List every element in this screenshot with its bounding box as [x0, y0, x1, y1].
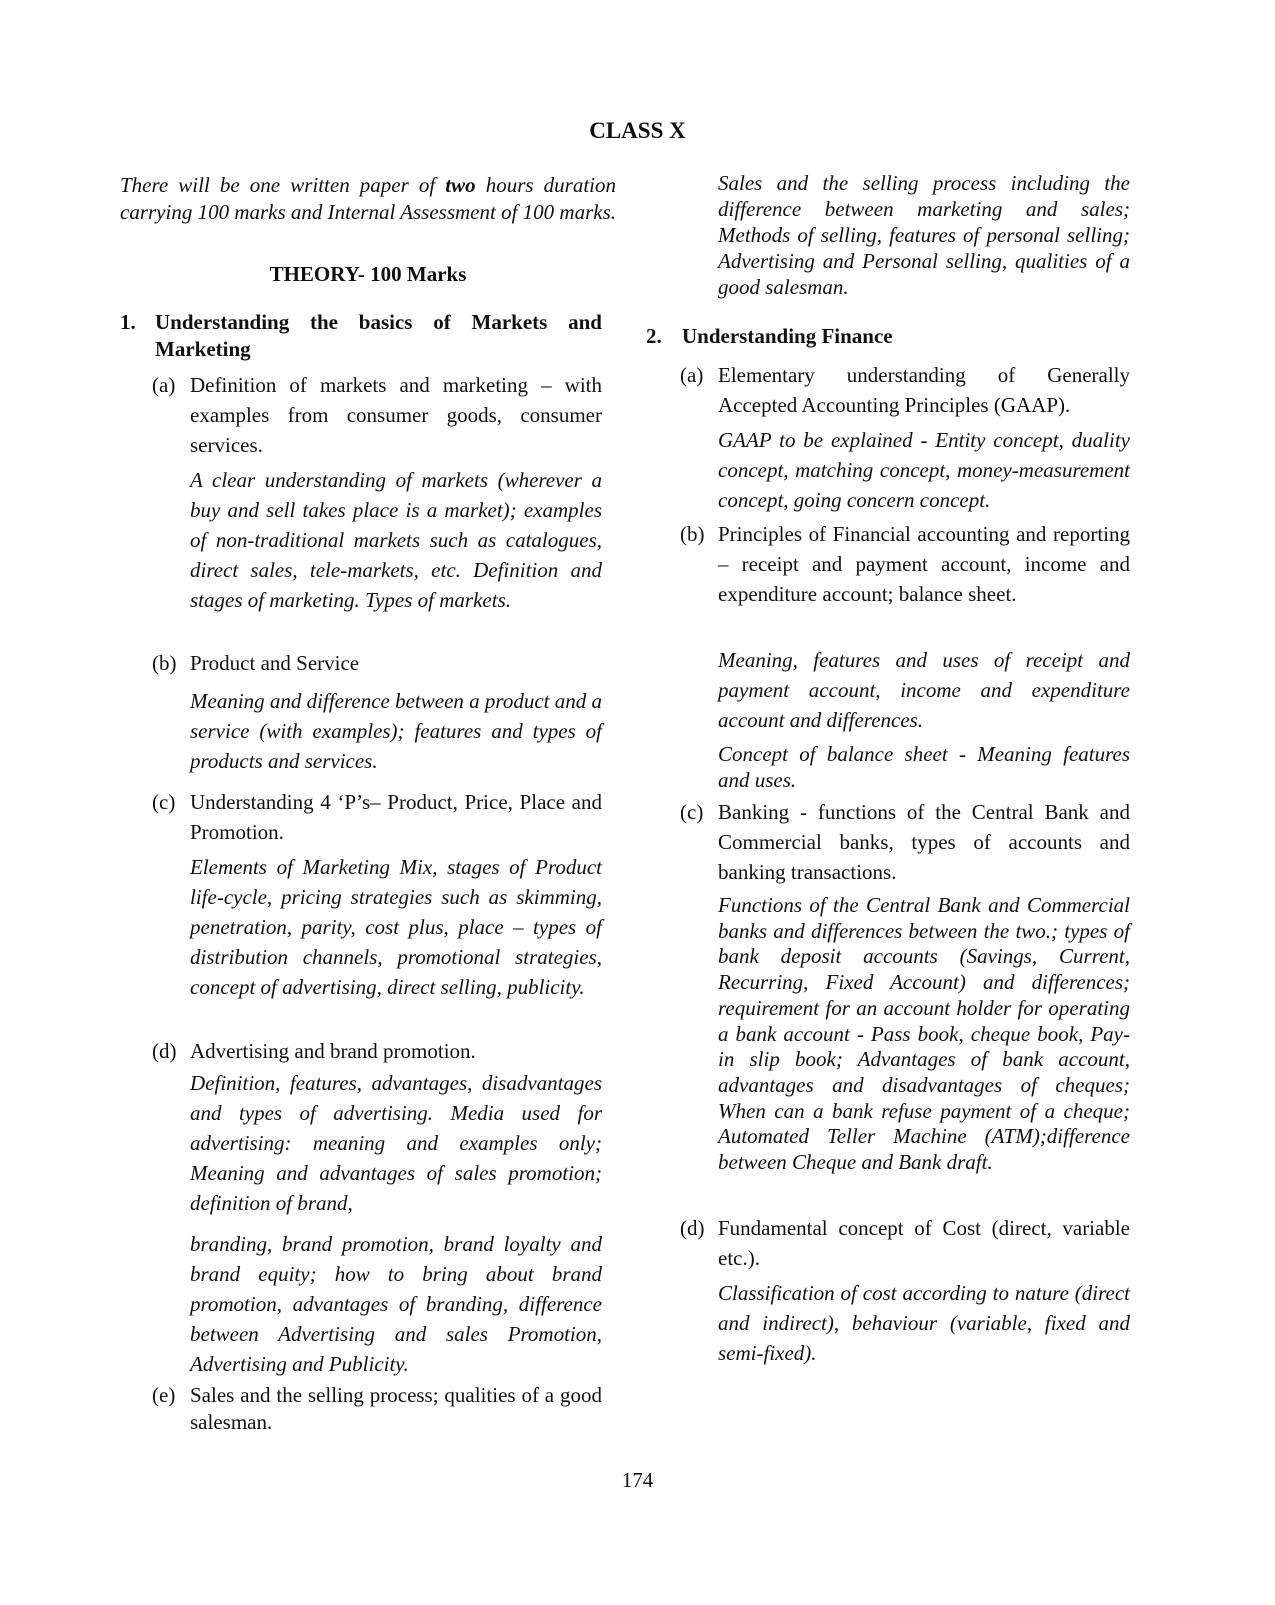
- section-2-heading: [646, 323, 1130, 350]
- page-title: CLASS X: [589, 118, 686, 143]
- section-1-item-e-description: Sales and the selling process including the difference between marketing and sales; Methods of selling, features of personal selling; Advertising and Personal selling, qualities of a good salesman.: [718, 171, 1130, 299]
- section-2-item-a-description: GAAP to be explained - Entity concept, duality concept, matching concept, money-measurement concept, going concern concept.: [718, 428, 1130, 512]
- item-label: (a): [680, 363, 704, 387]
- section-2-item-a: [680, 360, 1130, 420]
- item-label: (b): [680, 522, 705, 546]
- item-text: Product and Service: [190, 651, 360, 675]
- section-2-item-c-description: Functions of the Central Bank and Commercial banks and differences between the two.; types of bank deposit accounts (Savings, Current, Recurring, Fixed Account) and differences; requirement for an account holder for operating a bank account - Pass book, cheque book, Pay-in slip book; Advantages of bank account, advantages and disadvantages of cheques; When can a bank refuse payment of a cheque; Automated Teller Machine (ATM);difference between Cheque and Bank draft.: [718, 893, 1130, 1175]
- item-text: Advertising and brand promotion.: [190, 1039, 476, 1063]
- section-number: 1.: [120, 310, 136, 334]
- intro-text-after: hours duration carrying 100 marks and Internal Assessment of 100 marks.: [120, 173, 617, 224]
- section-2-item-b: [680, 519, 1130, 609]
- section-2-item-c: [680, 797, 1130, 887]
- section-1-item-c-description: Elements of Marketing Mix, stages of Product life-cycle, pricing strategies such as skimming, penetration, parity, cost plus, place – types of distribution channels, promotional strategies, concept of advertising, direct selling, publicity.: [190, 855, 602, 999]
- theory-heading: THEORY- 100 Marks: [269, 262, 467, 286]
- item-text: Fundamental concept of Cost (direct, variable etc.).: [718, 1216, 1130, 1270]
- section-number: 2.: [646, 324, 662, 348]
- section-1-item-d-description: Definition, features, advantages, disadvantages and types of advertising. Media used for advertising: meaning and examples only; Meaning and advantages of sales promotion; definition of brand,: [190, 1071, 602, 1215]
- item-text: Banking - functions of the Central Bank and Commercial banks, types of accounts and banking transactions.: [718, 800, 1130, 884]
- section-1-item-d-description-cont: branding, brand promotion, brand loyalty and brand equity; how to bring about brand promotion, advantages of branding, difference between Advertising and sales Promotion, Advertising and Publicity.: [190, 1232, 602, 1376]
- intro-text-bold: two: [445, 173, 476, 197]
- item-label: (e): [152, 1383, 176, 1407]
- page-number: 174: [621, 1468, 654, 1492]
- item-text: Elementary understanding of Generally Accepted Accounting Principles (GAAP).: [718, 363, 1130, 417]
- section-title: Understanding Finance: [682, 324, 893, 348]
- section-1-item-a: [152, 370, 602, 460]
- section-1-item-c: [152, 787, 602, 847]
- item-text: Sales and the selling process; qualities of a good salesman.: [190, 1383, 602, 1434]
- section-1-item-b-description: Meaning and difference between a product and a service (with examples); features and types of products and services.: [190, 689, 602, 773]
- item-label: (b): [152, 651, 177, 675]
- section-2-item-b-description: Meaning, features and uses of receipt and payment account, income and expenditure account and differences.: [718, 648, 1130, 732]
- item-label: (d): [152, 1039, 177, 1063]
- section-2-item-b-description-2: Concept of balance sheet - Meaning features and uses.: [718, 742, 1130, 792]
- item-text: Understanding 4 ‘P’s– Product, Price, Place and Promotion.: [190, 790, 602, 844]
- intro-paragraph: [120, 172, 616, 226]
- item-text: Principles of Financial accounting and reporting – receipt and payment account, income and expenditure account; balance sheet.: [718, 522, 1130, 606]
- section-2-item-d: [680, 1213, 1130, 1273]
- item-text: Definition of markets and marketing – with examples from consumer goods, consumer services.: [190, 373, 602, 457]
- section-1-item-e: [152, 1382, 602, 1436]
- section-1-item-a-description: A clear understanding of markets (wherever a buy and sell takes place is a market); examples of non-traditional markets such as catalogues, direct sales, tele-markets, etc. Definition and stages of marketing. Types of markets.: [190, 468, 602, 612]
- section-1-item-d: [152, 1036, 602, 1066]
- intro-text-before: There will be one written paper of: [120, 173, 446, 197]
- item-label: (d): [680, 1216, 705, 1240]
- section-title: Understanding the basics of Markets and Marketing: [155, 310, 602, 361]
- item-label: (a): [152, 373, 176, 397]
- section-1-item-b: [152, 648, 602, 678]
- item-label: (c): [680, 800, 704, 824]
- section-2-item-d-description: Classification of cost according to nature (direct and indirect), behaviour (variable, fixed and semi-fixed).: [718, 1281, 1130, 1365]
- item-label: (c): [152, 790, 176, 814]
- section-1-heading: [120, 309, 602, 363]
